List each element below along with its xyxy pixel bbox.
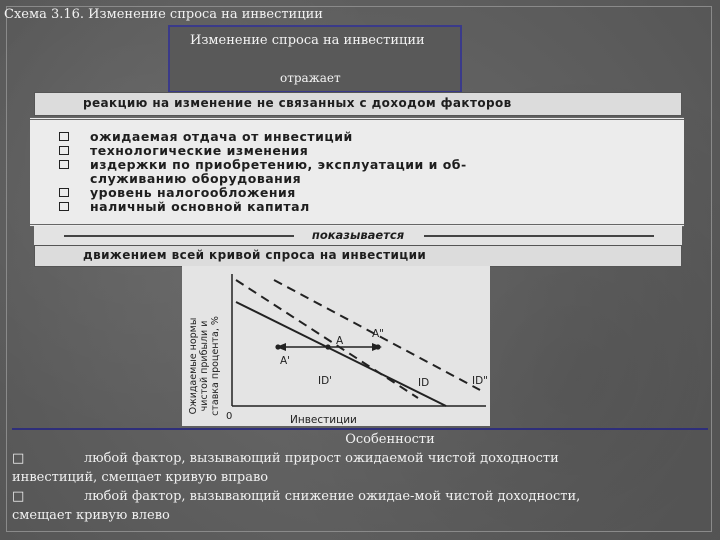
shows-label: показывается: [311, 228, 405, 242]
divider-line-left: [64, 235, 294, 237]
y-axis-label-line: ставка процента, %: [210, 316, 221, 416]
note-item-1: [12, 449, 708, 468]
notes-section: [12, 428, 708, 534]
notes-heading: Особенности: [345, 432, 435, 447]
factor-label: технологические изменения: [90, 143, 309, 158]
heading-box: [168, 25, 462, 93]
factor-label: уровень налогообложения: [90, 185, 296, 200]
checkbox-icon: [59, 132, 69, 141]
checkbox-icon: [59, 160, 69, 169]
factor-item: [90, 186, 684, 200]
point-a: [325, 344, 330, 349]
factor-item: [90, 144, 684, 158]
point-a-prime: [275, 344, 280, 349]
x-axis-label: Инвестиции: [290, 414, 357, 426]
y-axis-label: [188, 316, 221, 416]
factor-item: [90, 158, 684, 172]
note-item-2-cont: смещает кривую влево: [12, 508, 170, 523]
y-axis-label-line: Ожидаемые нормы: [188, 317, 199, 415]
point-a-dbl: [375, 344, 380, 349]
factor-label: издержки по приобретению, эксплуатации и об-: [90, 157, 467, 172]
divider-line-right: [424, 235, 654, 237]
note-item-2: [12, 487, 708, 506]
note-item-2-text: любой фактор, вызывающий снижение ожидае-мой чистой доходности,: [84, 489, 581, 504]
origin-label: 0: [226, 411, 233, 422]
y-axis-label-line: чистой прибыли и: [199, 320, 210, 412]
point-label-a: A: [336, 335, 344, 347]
point-label-a-dbl: A": [372, 328, 385, 340]
factor-item: [90, 200, 684, 214]
factor-label: наличный основной капитал: [90, 199, 310, 214]
factor-item: [90, 130, 684, 144]
factor-label: служиванию оборудования: [90, 171, 302, 186]
series-label-id: ID: [418, 377, 430, 389]
heading-box-title: Изменение спроса на инвестиции: [190, 33, 425, 48]
reaction-band: реакцию на изменение не связанных с доходом факторов: [34, 92, 682, 116]
bullet-icon: □: [12, 489, 25, 504]
shows-divider: [34, 226, 682, 246]
checkbox-icon: [59, 146, 69, 155]
factor-list: [30, 117, 684, 227]
factor-item-continued: [90, 172, 684, 186]
chart-svg: [182, 266, 490, 426]
movement-band: движением всей кривой спроса на инвестиции: [34, 245, 682, 267]
checkbox-icon: [59, 202, 69, 211]
note-item-1-text: любой фактор, вызывающий прирост ожидаемой чистой доходности: [84, 451, 559, 466]
heading-box-sub: отражает: [280, 71, 341, 85]
checkbox-icon: [59, 188, 69, 197]
series-label-id-dbl: ID": [472, 375, 489, 387]
point-label-a-prime: A': [280, 355, 291, 367]
bullet-icon: □: [12, 451, 25, 466]
slide-title: Схема 3.16. Изменение спроса на инвестиции: [4, 7, 323, 22]
demand-shift-chart: [182, 266, 490, 426]
factor-label: ожидаемая отдача от инвестиций: [90, 129, 353, 144]
note-item-1-cont: инвестиций, смещает кривую вправо: [12, 470, 269, 485]
series-label-id-prime: ID': [318, 375, 333, 387]
